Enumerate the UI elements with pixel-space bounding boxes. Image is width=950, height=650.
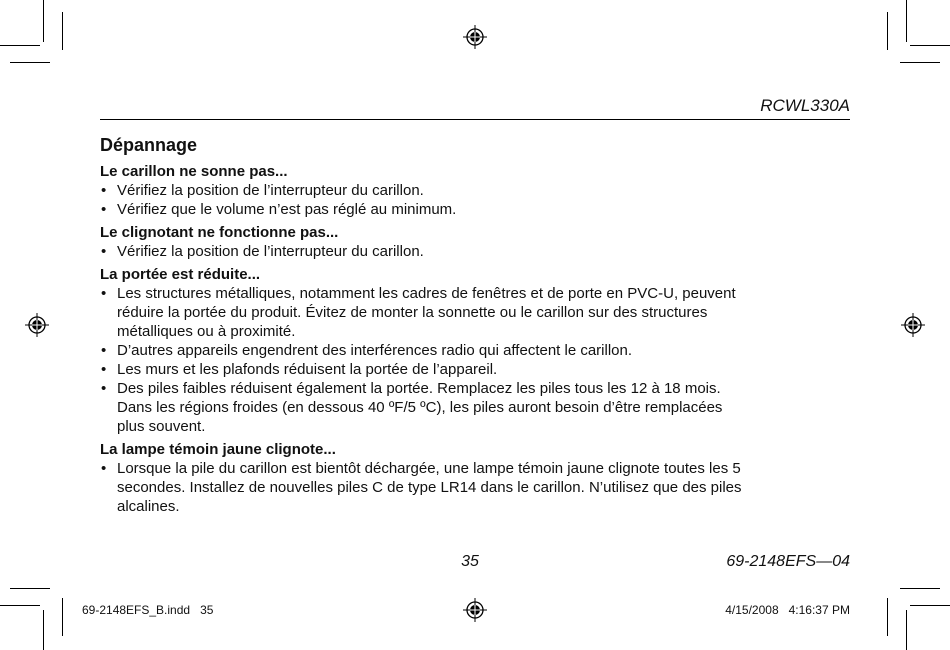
bullet-icon: •: [101, 285, 107, 302]
crop-mark: [62, 12, 63, 50]
section-heading: La portée est réduite...: [100, 266, 261, 283]
list-item-line: Les structures métalliques, notamment les cadres de fenêtres et de porte en PVC-U, peuvent: [117, 285, 736, 302]
doc-number: 69-2148EFS—04: [726, 553, 850, 570]
section-heading: La lampe témoin jaune clignote...: [100, 441, 336, 458]
crop-mark: [887, 12, 888, 50]
list-item-line: secondes. Installez de nouvelles piles C de type LR14 dans le carillon. N’utilisez que des piles: [117, 479, 742, 496]
crop-mark: [62, 598, 63, 636]
section-heading: Le carillon ne sonne pas...: [100, 163, 288, 180]
header-rule: [100, 119, 850, 120]
registration-mark-icon: [901, 313, 925, 337]
crop-mark: [887, 598, 888, 636]
bullet-icon: •: [101, 201, 107, 218]
model-number: RCWL330A: [760, 96, 850, 115]
bullet-icon: •: [101, 182, 107, 199]
registration-mark-icon: [463, 598, 487, 622]
list-item-line: plus souvent.: [117, 418, 206, 435]
troubleshooting-content: [100, 132, 860, 516]
bullet-icon: •: [101, 460, 107, 477]
registration-mark-icon: [25, 313, 49, 337]
list-item: [100, 459, 860, 516]
bullet-icon: •: [101, 361, 107, 378]
crop-mark: [906, 610, 907, 650]
bullet-icon: •: [101, 342, 107, 359]
slug-timestamp: 4/15/2008 4:16:37 PM: [725, 603, 850, 617]
list-item: [100, 181, 860, 200]
list-item: [100, 379, 860, 436]
list-item: [100, 360, 860, 379]
crop-mark: [0, 605, 40, 606]
list-item-line: Lorsque la pile du carillon est bientôt déchargée, une lampe témoin jaune clignote toutes les 5: [117, 460, 741, 477]
bullet-icon: •: [101, 380, 107, 397]
list-item-line: D’autres appareils engendrent des interférences radio qui affectent le carillon.: [117, 342, 633, 359]
crop-mark: [906, 0, 907, 42]
list-item: [100, 284, 860, 341]
crop-mark: [10, 62, 50, 63]
list-item-line: alcalines.: [117, 498, 180, 515]
crop-mark: [43, 0, 44, 42]
crop-mark: [910, 605, 950, 606]
crop-mark: [43, 610, 44, 650]
registration-mark-icon: [463, 25, 487, 49]
section-heading: Le clignotant ne fonctionne pas...: [100, 224, 339, 241]
crop-mark: [910, 45, 950, 46]
crop-mark: [900, 62, 940, 63]
crop-mark: [900, 588, 940, 589]
list-item-line: Vérifiez la position de l’interrupteur du carillon.: [117, 182, 424, 199]
list-item-line: Des piles faibles réduisent également la portée. Remplacez les piles tous les 12 à 18 mois.: [117, 380, 721, 397]
page-number: 35: [461, 553, 479, 570]
list-item-line: réduire la portée du produit. Évitez de monter la sonnette ou le carillon sur des structures: [117, 304, 708, 321]
list-item-line: métalliques ou à proximité.: [117, 323, 296, 340]
crop-mark: [10, 588, 50, 589]
list-item: [100, 341, 860, 360]
list-item-line: Vérifiez que le volume n’est pas réglé au minimum.: [117, 201, 457, 218]
list-item: [100, 242, 860, 261]
page-title: Dépannage: [100, 135, 198, 155]
list-item-line: Les murs et les plafonds réduisent la portée de l’appareil.: [117, 361, 498, 378]
list-item-line: Dans les régions froides (en dessous 40 ºF/5 ºC), les piles auront besoin d’être remplacées: [117, 399, 723, 416]
bullet-icon: •: [101, 243, 107, 260]
list-item-line: Vérifiez la position de l’interrupteur du carillon.: [117, 243, 424, 260]
crop-mark: [0, 45, 40, 46]
slug-file: 69-2148EFS_B.indd 35: [82, 603, 214, 617]
list-item: [100, 200, 860, 219]
